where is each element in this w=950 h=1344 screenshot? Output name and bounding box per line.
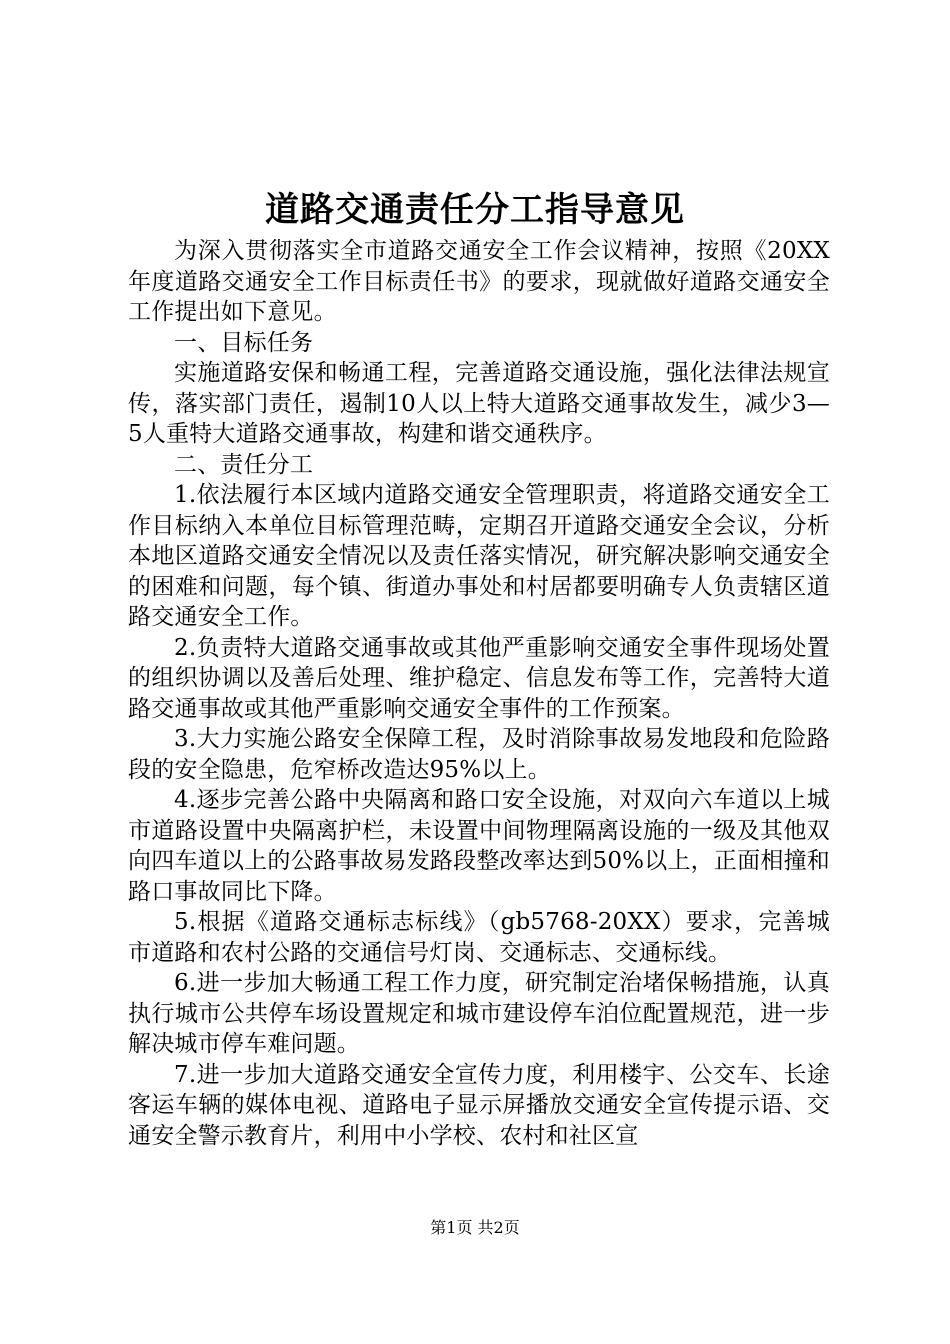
responsibility-item-4: 4.逐步完善公路中央隔离和路口安全设施，对双向六车道以上城市道路设置中央隔离护栏，未设置中间物理隔离设施的一级及其他双向四车道以上的公路事故易发路段整改率达到50%以上，正面相撞和路口事故同比下降。 bbox=[128, 787, 830, 905]
intro-paragraph: 为深入贯彻落实全市道路交通安全工作会议精神，按照《20XX年度道路交通安全工作目标责任书》的要求，现就做好道路交通安全工作提出如下意见。 bbox=[128, 238, 830, 325]
document-title: 道路交通责任分工指导意见 bbox=[265, 190, 685, 230]
document-body bbox=[128, 236, 830, 1151]
responsibility-item-2: 2.负责特大道路交通事故或其他严重影响交通安全事件现场处置的组织协调以及善后处理、维护稳定、信息发布等工作，完善特大道路交通事故或其他严重影响交通安全事件的工作预案。 bbox=[128, 634, 830, 722]
responsibility-item-3: 3.大力实施公路安全保障工程，及时消除事故易发地段和危险路段的安全隐患，危窄桥改造达95%以上。 bbox=[128, 726, 830, 783]
responsibility-item-6: 6.进一步加大畅通工程工作力度，研究制定治堵保畅措施，认真执行城市公共停车场设置规定和城市建设停车泊位配置规范，进一步解决城市停车难问题。 bbox=[128, 970, 830, 1057]
section-heading-goals: 一、目标任务 bbox=[174, 329, 314, 356]
responsibility-item-5: 5.根据《道路交通标志标线》（gb5768-20XX）要求，完善城市道路和农村公路的交通信号灯岗、交通标志、交通标线。 bbox=[128, 909, 830, 966]
page-footer: 第1页 共2页 bbox=[430, 1218, 520, 1237]
responsibility-item-1: 1.依法履行本区域内道路交通安全管理职责，将道路交通安全工作目标纳入本单位目标管理范畴，定期召开道路交通安全会议，分析本地区道路交通安全情况以及责任落实情况，研究解决影响交通安全的困难和问题，每个镇、街道办事处和村居都要明确专人负责辖区道路交通安全工作。 bbox=[128, 482, 830, 630]
responsibility-item-7: 7.进一步加大道路交通安全宣传力度，利用楼宇、公交车、长途客运车辆的媒体电视、道路电子显示屏播放交通安全宣传提示语、交通安全警示教育片，利用中小学校、农村和社区宣 bbox=[128, 1061, 830, 1149]
goals-paragraph: 实施道路安保和畅通工程，完善道路交通设施，强化法律法规宣传，落实部门责任，遏制10人以上特大道路交通事故发生，减少3—5人重特大道路交通事故，构建和谐交通秩序。 bbox=[128, 360, 830, 447]
section-heading-responsibilities: 二、责任分工 bbox=[174, 451, 314, 478]
